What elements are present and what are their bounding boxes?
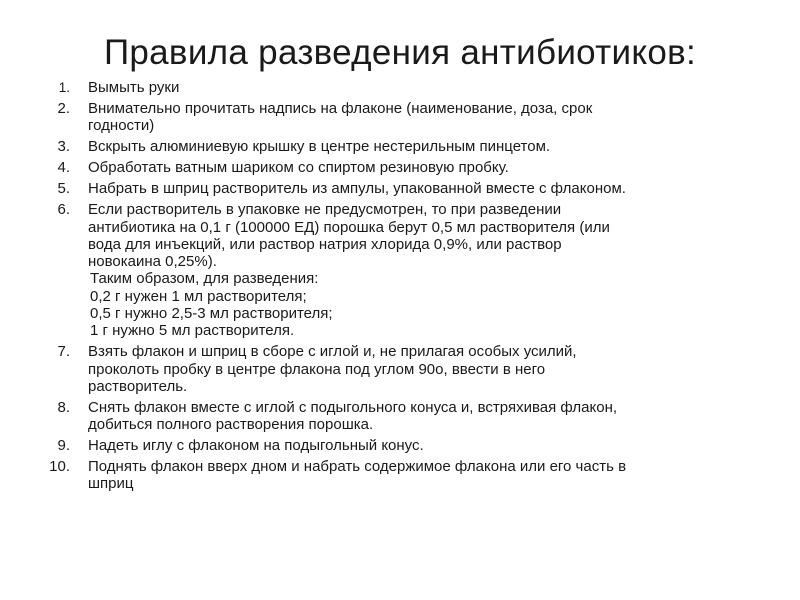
list-item [0, 79, 800, 96]
item-number: 10. [49, 458, 70, 476]
item-text: Снять флакон вместе с иглой с подыгольного конуса и, встряхивая флакон, добиться полного растворения порошка. [88, 398, 618, 434]
item-number: 4. [57, 159, 70, 177]
item-text: Набрать в шприц растворитель из ампулы, упакованной вместе с флаконом. [88, 180, 626, 198]
dilution-summary [88, 270, 760, 339]
item-text: Поднять флакон вверх дном и набрать содержимое флакона или его часть в шприц [88, 458, 627, 493]
summary-line: Таким образом, для разведения: [90, 270, 319, 288]
summary-line: 0,2 г нужен 1 мл растворителя; [90, 287, 307, 305]
slide-title: Правила разведения антибиотиков: [103, 33, 697, 72]
item-text: Если растворитель в упаковке не предусмотрен, то при разведении антибиотика на 0,1 г (100000 ЕД) порошка берут 0,5 мл растворителя (или вода для инъекций, или раствор натрия хлорида 0,9%, или раствор новокаина 0,25%). [88, 201, 610, 271]
item-text: Надеть иглу с флаконом на подыгольный конус. [88, 437, 424, 455]
item-number: 3. [57, 138, 70, 156]
summary-line: 1 г нужно 5 мл растворителя. [90, 322, 295, 340]
item-number: 1. [58, 80, 70, 95]
list-item [0, 201, 800, 339]
list-item [0, 100, 800, 135]
summary-line: 0,5 г нужно 2,5-3 мл растворителя; [90, 305, 333, 322]
item-number: 9. [57, 437, 70, 455]
list-item [0, 458, 800, 493]
list-item [0, 159, 800, 176]
item-number: 7. [57, 343, 70, 361]
item-number: 8. [57, 398, 70, 416]
list-item [0, 437, 800, 454]
instruction-list [0, 79, 800, 496]
item-text: Вымыть руки [88, 79, 180, 96]
item-text: Внимательно прочитать надпись на флаконе (наименование, доза, срок годности) [88, 99, 593, 135]
list-item [0, 399, 800, 434]
item-text: Взять флакон и шприц в сборе с иглой и, не прилагая особых усилий, проколоть пробку в центре флакона под углом 90о, ввести в него растворитель. [88, 343, 577, 395]
item-number: 6. [57, 201, 70, 219]
list-item [0, 343, 800, 395]
list-item [0, 180, 800, 197]
item-text: Вскрыть алюминиевую крышку в центре нестерильным пинцетом. [88, 138, 551, 156]
item-number: 5. [57, 180, 70, 198]
item-number: 2. [57, 99, 70, 117]
item-text: Обработать ватным шариком со спиртом резиновую пробку. [88, 159, 509, 177]
list-item [0, 138, 800, 155]
